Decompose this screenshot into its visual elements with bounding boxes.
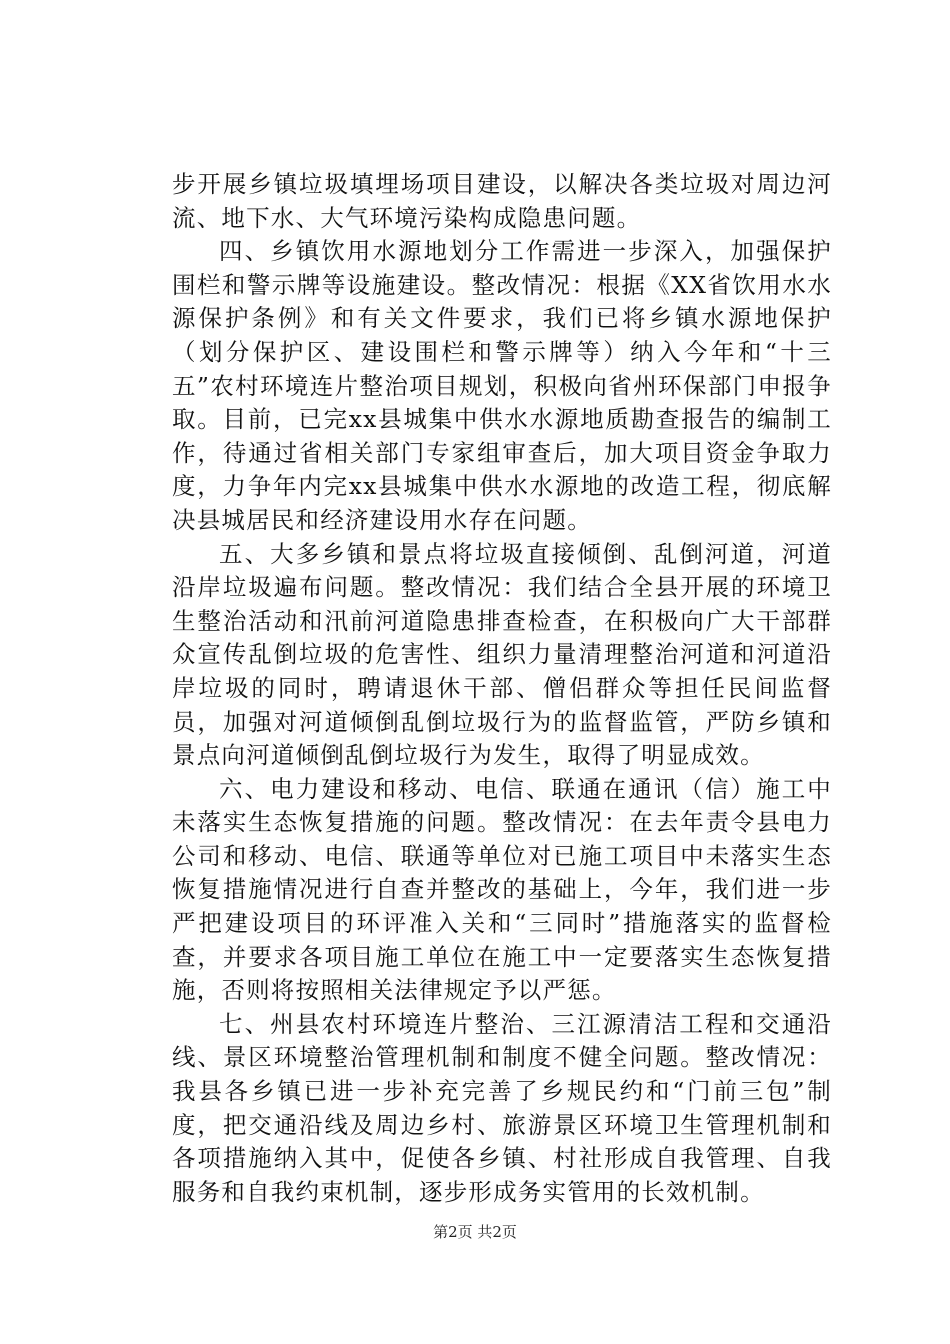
paragraph-item-4: 四、乡镇饮用水源地划分工作需进一步深入，加强保护围栏和警示牌等设施建设。整改情况：根据《XX省饮用水水源保护条例》和有关文件要求，我们已将乡镇水源地保护（划分保护区、建设围栏和警示牌等）纳入今年和“十三五”农村环境连片整治项目规划，积极向省州环保部门申报争取。目前，已完xx县城集中供水水源地质勘查报告的编制工作，待通过省相关部门专家组审查后，加大项目资金争取力度，力争年内完xx县城集中供水水源地的改造工程，彻底解决县城居民和经济建设用水存在问题。 <box>172 237 832 534</box>
page-number-footer: 第2页 共2页 <box>433 1223 517 1241</box>
document-body <box>172 168 832 1209</box>
paragraph-item-7: 七、州县农村环境连片整治、三江源清洁工程和交通沿线、景区环境整治管理机制和制度不健全问题。整改情况：我县各乡镇已进一步补充完善了乡规民约和“门前三包”制度，把交通沿线及周边乡村、旅游景区环境卫生管理机制和各项措施纳入其中，促使各乡镇、村社形成自我管理、自我服务和自我约束机制，逐步形成务实管用的长效机制。 <box>172 1009 832 1206</box>
paragraph-continuation: 步开展乡镇垃圾填埋场项目建设，以解决各类垃圾对周边河流、地下水、大气环境污染构成隐患问题。 <box>172 170 832 232</box>
paragraph-item-6: 六、电力建设和移动、电信、联通在通讯（信）施工中未落实生态恢复措施的问题。整改情况：在去年责令县电力公司和移动、电信、联通等单位对已施工项目中未落实生态恢复措施情况进行自查并整改的基础上，今年，我们进一步严把建设项目的环评准入关和“三同时”措施落实的监督检查，并要求各项目施工单位在施工中一定要落实生态恢复措施，否则将按照相关法律规定予以严惩。 <box>172 774 832 1005</box>
paragraph-item-5: 五、大多乡镇和景点将垃圾直接倾倒、乱倒河道，河道沿岸垃圾遍布问题。整改情况：我们结合全县开展的环境卫生整治活动和汛前河道隐患排查检查，在积极向广大干部群众宣传乱倒垃圾的危害性、组织力量清理整治河道和河道沿岸垃圾的同时，聘请退休干部、僧侣群众等担任民间监督员，加强对河道倾倒乱倒垃圾行为的监督监管，严防乡镇和景点向河道倾倒乱倒垃圾行为发生，取得了明显成效。 <box>172 539 832 770</box>
